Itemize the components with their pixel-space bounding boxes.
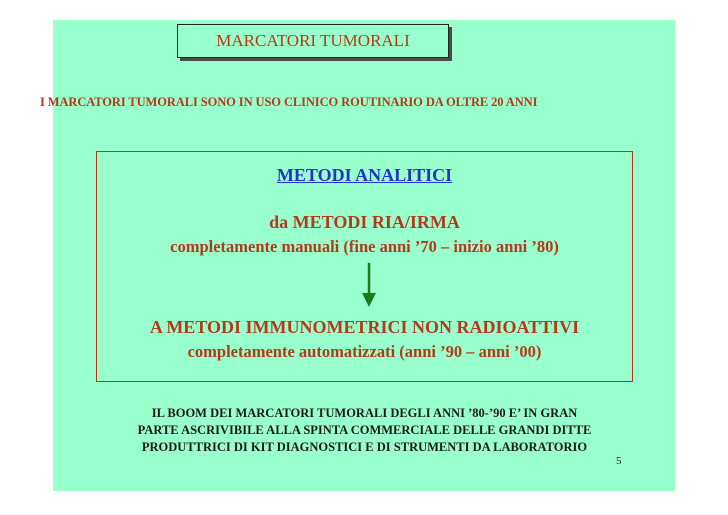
ria-irma-label: da METODI RIA/IRMA	[269, 212, 460, 232]
intro-text: I MARCATORI TUMORALI SONO IN USO CLINICO ROUTINARIO DA OLTRE 20 ANNI	[40, 95, 538, 109]
boom-line: PARTE ASCRIVIBILE ALLA SPINTA COMMERCIALE DELLE GRANDI DITTE	[137, 423, 592, 437]
methods-heading: METODI ANALITICI	[276, 165, 453, 185]
manual-methods-detail: completamente manuali (fine anni ’70 – inizio anni ’80)	[170, 237, 559, 256]
boom-paragraph	[96, 405, 633, 456]
down-arrow-icon	[362, 263, 376, 307]
immunometric-label: A METODI IMMUNOMETRICI NON RADIOATTIVI	[149, 317, 580, 337]
boom-line: IL BOOM DEI MARCATORI TUMORALI DEGLI ANNI ’80-’90 E’ IN GRAN	[151, 406, 578, 420]
page-number: 5	[616, 455, 622, 467]
boom-line: PRODUTTRICI DI KIT DIAGNOSTICI E DI STRUMENTI DA LABORATORIO	[141, 440, 588, 454]
automated-methods-detail: completamente automatizzati (anni ’90 – anni ’00)	[187, 342, 542, 361]
slide-title: MARCATORI TUMORALI	[177, 24, 449, 58]
